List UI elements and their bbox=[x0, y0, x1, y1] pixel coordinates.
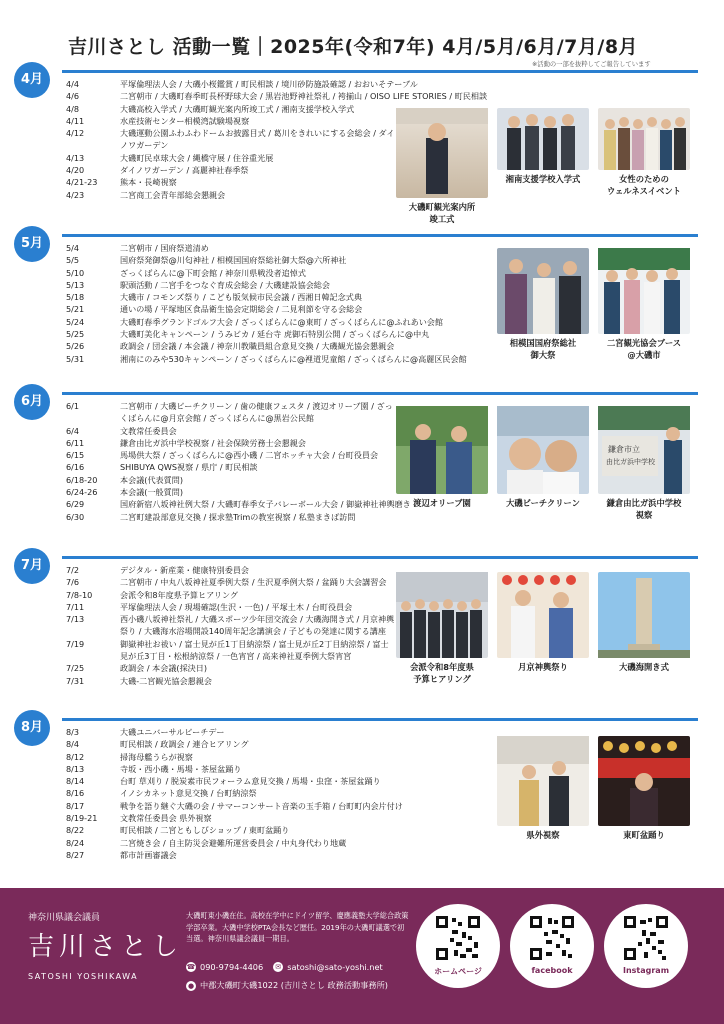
event-row bbox=[66, 78, 418, 90]
qr-code-icon bbox=[436, 916, 480, 960]
event-row bbox=[66, 340, 396, 352]
event-date: 7/13 bbox=[66, 614, 85, 625]
event-date: 4/23 bbox=[66, 189, 85, 200]
event-photo bbox=[598, 736, 690, 826]
event-text: 大磯ユニバーサルビーチデー bbox=[120, 727, 225, 737]
event-row bbox=[66, 638, 396, 663]
event-row bbox=[66, 763, 396, 775]
office-address: 中郡大磯町大磯1022 (吉川さとし 政務活動事務所) bbox=[200, 980, 388, 990]
event-text: 二宮町建設部意見交換 / 探求塾Trimの教室視察 / 私塾まきば訪問 bbox=[120, 511, 356, 522]
event-text: 二宮朝市 / 大磯ビーチクリーン / 歯の健康フェスタ / 渡辺オリーブ園 / ざっくばらんに@月京会館 / ざっくばらんに@黒岩公民館 bbox=[120, 401, 393, 424]
event-row bbox=[66, 498, 411, 510]
event-row bbox=[66, 824, 396, 836]
section-rule bbox=[62, 556, 698, 559]
photo-card bbox=[497, 736, 589, 841]
event-date: 4/21-23 bbox=[66, 177, 98, 188]
event-date: 6/11 bbox=[66, 437, 85, 448]
event-text: 寺坂・西小磯・馬場・茶屋盆踊り bbox=[120, 763, 242, 774]
event-date: 8/27 bbox=[66, 849, 85, 860]
event-row bbox=[66, 303, 396, 315]
event-row bbox=[66, 837, 396, 849]
event-row bbox=[66, 474, 396, 486]
event-text: 大磯町美化キャンペーン / うみビカ / 延台寺 虎御石特別公開 / ざっくばらんに@中丸 bbox=[120, 329, 430, 340]
member-role: 神奈川県議会議員 bbox=[28, 913, 101, 923]
instagram-label: Instagram bbox=[622, 966, 670, 975]
homepage-link[interactable] bbox=[416, 904, 500, 988]
event-row bbox=[66, 461, 396, 473]
event-photo bbox=[497, 108, 589, 170]
event-date: 4/8 bbox=[66, 103, 80, 114]
event-text: 通いの場 / 平塚地区食品衛生協会定期総会 / 二見利節を守る会総会 bbox=[120, 304, 363, 315]
photo-card bbox=[497, 248, 589, 361]
event-row bbox=[66, 601, 396, 613]
photo-caption: 湘南支援学校入学式 bbox=[505, 174, 581, 184]
event-text: 鎌倉由比ガ浜中学校視察 / 社会保険労務士会懇親会 bbox=[120, 437, 306, 448]
event-photo bbox=[598, 572, 690, 658]
event-row bbox=[66, 613, 396, 638]
event-date: 8/16 bbox=[66, 788, 85, 799]
event-row bbox=[66, 437, 396, 449]
event-row bbox=[66, 425, 396, 437]
event-row bbox=[66, 800, 403, 812]
event-row bbox=[66, 812, 396, 824]
event-row bbox=[66, 751, 396, 763]
event-text: SHIBUYA QWS視察 / 県庁 / 町民相談 bbox=[120, 462, 258, 473]
month-badge: 4月 bbox=[14, 62, 50, 98]
photo-caption: 大磯町観光案内所 竣工式 bbox=[408, 202, 476, 224]
section-june bbox=[0, 384, 724, 544]
event-text: 台町 草刈り / 脱炭素市民フォーラム意見交換 / 馬場・虫窪・茶屋盆踊り bbox=[120, 776, 381, 787]
event-row bbox=[66, 576, 396, 588]
event-row bbox=[66, 189, 396, 201]
month-badge: 5月 bbox=[14, 226, 50, 262]
event-text: 二宮朝市 / 大磯町春季町長杯野球大会 / 黒岩池野神社祭礼 / 袴揃山 / OISO LIFE STORIES / 町民相談 bbox=[120, 91, 488, 102]
event-date: 8/14 bbox=[66, 776, 85, 787]
event-row bbox=[66, 328, 430, 340]
event-date: 6/16 bbox=[66, 462, 85, 473]
event-date: 4/6 bbox=[66, 91, 80, 102]
photo-card bbox=[598, 572, 690, 673]
event-date: 4/20 bbox=[66, 165, 85, 176]
event-date: 7/6 bbox=[66, 577, 80, 588]
event-row bbox=[66, 738, 396, 750]
event-text: 会派令和8年度県予算ヒアリング bbox=[120, 589, 238, 600]
event-date: 8/3 bbox=[66, 727, 80, 737]
event-date: 6/29 bbox=[66, 499, 85, 510]
photo-card bbox=[396, 108, 488, 225]
event-text: 平塚倫理法人会 / 大磯小桜鑑賞 / 町民相談 / 境川砂防施設確認 / おおいそテーブル bbox=[120, 79, 418, 89]
event-row bbox=[66, 176, 396, 188]
event-row bbox=[66, 400, 396, 425]
event-text: 馬場供大祭 / ざっくばらんに@西小磯 / 二宮ホッチャ大会 / 台町役員会 bbox=[120, 450, 379, 461]
photo-caption: 大磯海開き式 bbox=[619, 662, 669, 672]
event-text: 本会議(代表質問) bbox=[120, 474, 183, 485]
event-text: 大磯運動公園ふわふわドームお披露目式 / 葛川をきれいにする会総会 / ダイノワガーデン bbox=[120, 128, 395, 151]
event-row bbox=[66, 316, 443, 328]
instagram-link[interactable] bbox=[604, 904, 688, 988]
section-april bbox=[0, 62, 724, 232]
event-row bbox=[66, 164, 396, 176]
photo-caption: 女性のための ウェルネスイベント bbox=[607, 174, 681, 196]
event-date: 5/26 bbox=[66, 341, 85, 352]
month-badge: 6月 bbox=[14, 384, 50, 420]
event-text: 国府新宿八坂神社例大祭 / 大磯町春季女子バレーボール大会 / 御嶽神社神輿磨き bbox=[120, 499, 411, 510]
event-date: 4/13 bbox=[66, 152, 85, 163]
photo-card bbox=[497, 406, 589, 509]
event-text: 掃海母艦うらが視察 bbox=[120, 751, 193, 762]
svg-text:鎌倉市立: 鎌倉市立 bbox=[608, 445, 640, 454]
page-note: ※活動の一部を抜粋してご報告しています bbox=[532, 61, 651, 68]
event-text: ダイノワガーデン / 高麗神社春季祭 bbox=[120, 165, 249, 176]
event-text: 平塚倫理法人会 / 現場確認(生沢・一色) / 平塚土木 / 台町役員会 bbox=[120, 601, 353, 612]
event-row bbox=[66, 127, 396, 152]
photo-card bbox=[396, 406, 488, 509]
event-row bbox=[66, 662, 396, 674]
event-row bbox=[66, 242, 396, 254]
event-row bbox=[66, 291, 396, 303]
event-date: 4/4 bbox=[66, 79, 80, 89]
qr-code-icon bbox=[530, 916, 574, 960]
event-row bbox=[66, 90, 488, 102]
event-text: イノシカネット意見交換 / 台町納涼祭 bbox=[120, 788, 257, 799]
event-row bbox=[66, 486, 396, 498]
event-date: 4/12 bbox=[66, 128, 85, 139]
event-date: 7/11 bbox=[66, 601, 85, 612]
event-date: 5/21 bbox=[66, 304, 85, 315]
event-row bbox=[66, 675, 396, 687]
location-pin-icon: ● bbox=[187, 981, 195, 990]
event-row bbox=[66, 279, 396, 291]
event-row bbox=[66, 103, 396, 115]
event-date: 5/10 bbox=[66, 267, 85, 278]
event-text: ざっくばらんに@下町会館 / 神奈川県戦没者追悼式 bbox=[120, 267, 306, 278]
event-date: 6/24-26 bbox=[66, 487, 98, 498]
address-line bbox=[186, 980, 388, 991]
event-text: 本会議(一般質問) bbox=[120, 487, 183, 498]
event-row bbox=[66, 449, 396, 461]
event-date: 7/25 bbox=[66, 663, 85, 674]
member-romaji: SATOSHI YOSHIKAWA bbox=[28, 972, 139, 981]
event-row bbox=[66, 115, 396, 127]
qr-code-icon bbox=[624, 916, 668, 960]
event-text: 町民相談 / 二宮ともしびショップ / 東町盆踊り bbox=[120, 825, 290, 836]
photo-caption: 鎌倉由比ガ浜中学校 視察 bbox=[606, 498, 682, 520]
event-text: 大磯市 / コモンズ祭り / こども版気候市民会議 / 西湘日韓記念式典 bbox=[120, 292, 362, 303]
photo-caption: 会派令和8年度県 予算ヒアリング bbox=[410, 662, 474, 684]
event-date: 8/13 bbox=[66, 763, 85, 774]
section-rule bbox=[62, 234, 698, 237]
event-text: 戦争を語り継ぐ大磯の会 / サマーコンサート音楽の玉手箱 / 台町町内会片付け bbox=[120, 800, 403, 811]
section-may bbox=[0, 226, 724, 386]
event-date: 5/13 bbox=[66, 279, 85, 290]
facebook-link[interactable] bbox=[510, 904, 594, 988]
event-text: 文教常任委員会 県外視察 bbox=[120, 813, 212, 824]
svg-text:由比ガ浜中学校: 由比ガ浜中学校 bbox=[606, 458, 655, 466]
event-date: 5/5 bbox=[66, 255, 80, 266]
event-date: 8/24 bbox=[66, 837, 85, 848]
event-date: 8/22 bbox=[66, 825, 85, 836]
facebook-label: facebook bbox=[531, 966, 573, 975]
photo-card bbox=[598, 736, 690, 841]
event-text: 二宮朝市 / 中丸八坂神社夏季例大祭 / 生沢夏季例大祭 / 盆踊り大会講習会 bbox=[120, 577, 387, 588]
section-july bbox=[0, 548, 724, 708]
mail-icon: ✉ bbox=[273, 962, 283, 972]
photo-caption: 東町盆踊り bbox=[623, 830, 665, 840]
photo-caption: 月京神輿祭り bbox=[518, 662, 568, 672]
event-text: 二宮焼き会 / 自主防災会避難所運営委員会 / 中丸身代わり地蔵 bbox=[120, 837, 347, 848]
event-row bbox=[66, 152, 396, 164]
event-list bbox=[66, 242, 467, 365]
event-text: 大磯町民卓球大会 / 縄橋守展 / 住谷重光展 bbox=[120, 152, 274, 163]
event-row bbox=[66, 353, 467, 365]
event-date: 5/31 bbox=[66, 353, 85, 364]
phone-number[interactable]: 090-9794-4406 bbox=[200, 962, 264, 972]
photo-card bbox=[396, 572, 488, 685]
event-photo bbox=[396, 572, 488, 658]
photo-caption: 大磯ビーチクリーン bbox=[506, 498, 580, 508]
event-text: 文教常任委員会 bbox=[120, 425, 177, 436]
photo-card bbox=[598, 406, 690, 521]
event-row bbox=[66, 775, 396, 787]
event-text: 都市計画審議会 bbox=[120, 849, 177, 860]
event-photo bbox=[598, 248, 690, 334]
event-photo bbox=[598, 406, 690, 494]
homepage-label: ホームページ bbox=[434, 967, 482, 976]
event-text: 二宮商工会青年部総会懇親会 bbox=[120, 189, 226, 200]
event-list bbox=[66, 726, 403, 861]
event-text: 大磯高校入学式 / 大磯町観光案内所竣工式 / 湘南支援学校入学式 bbox=[120, 103, 355, 114]
photo-card bbox=[598, 248, 690, 361]
month-badge: 8月 bbox=[14, 710, 50, 746]
event-date: 5/18 bbox=[66, 292, 85, 303]
event-date: 4/11 bbox=[66, 115, 85, 126]
event-text: デジタル・新産業・健康特別委員会 bbox=[120, 565, 250, 575]
event-text: 二宮朝市 / 国府祭道清め bbox=[120, 243, 209, 253]
event-text: 国府祭発御祭@川匂神社 / 相模国国府祭総社御大祭@六所神社 bbox=[120, 255, 347, 266]
photo-caption: 渡辺オリーブ園 bbox=[413, 498, 471, 508]
event-row bbox=[66, 564, 396, 576]
event-date: 7/31 bbox=[66, 675, 85, 686]
event-text: 御嶽神社お祓い / 富士見が丘1丁目納涼祭 / 富士見が丘2丁目納涼祭 / 富士見が丘3丁目・松根納涼祭 / 一色宵宮 / 高来神社夏季例大祭宵宮 bbox=[120, 638, 389, 662]
event-photo bbox=[497, 736, 589, 826]
section-rule bbox=[62, 70, 698, 73]
photo-caption: 二宮観光協会ブース @大磯市 bbox=[606, 338, 681, 360]
event-list bbox=[66, 564, 396, 687]
event-date: 7/19 bbox=[66, 638, 85, 649]
event-text: 湘南にのみや530キャンペーン / ざっくばらんに@裡道児童館 / ざっくばらんに@高麗区民会館 bbox=[120, 353, 467, 364]
event-text: 政調会 / 団会議 / 本会議 / 神奈川教職員組合意見交換 / 大磯観光協会懇親会 bbox=[120, 341, 395, 352]
event-row bbox=[66, 589, 396, 601]
event-photo bbox=[396, 406, 488, 494]
event-date: 6/15 bbox=[66, 450, 85, 461]
photo-card bbox=[497, 108, 589, 185]
event-text: 駅頭活動 / 二宮手をつなぐ育成会総会 / 大磯建設協会総会 bbox=[120, 279, 330, 290]
event-row bbox=[66, 267, 396, 279]
month-badge: 7月 bbox=[14, 548, 50, 584]
photo-card bbox=[497, 572, 589, 673]
photo-caption: 相模国国府祭総社 御大祭 bbox=[509, 338, 577, 360]
event-text: 水産技術センター相模湾試験場視察 bbox=[120, 115, 250, 126]
email-address[interactable]: satoshi@sato-yoshi.net bbox=[287, 962, 383, 972]
event-date: 8/19-21 bbox=[66, 813, 98, 824]
photo-card bbox=[598, 108, 690, 197]
event-text: 町民相談 / 政調会 / 連合ヒアリング bbox=[120, 739, 249, 750]
event-date: 6/18-20 bbox=[66, 474, 98, 485]
event-date: 7/8-10 bbox=[66, 589, 93, 600]
event-text: 西小磯八坂神社祭礼 / 大磯スポーツ少年団交流会 / 大磯海開き式 / 月京神輿祭り / 大磯海水浴場開設140周年記念講演会 / 子どもの発達に関する講座 bbox=[120, 614, 395, 637]
event-row bbox=[66, 726, 396, 738]
event-date: 8/12 bbox=[66, 751, 85, 762]
event-text: 大磯-二宮観光協会懇親会 bbox=[120, 675, 212, 686]
section-august bbox=[0, 710, 724, 886]
event-photo bbox=[497, 248, 589, 334]
event-photo bbox=[497, 406, 589, 494]
event-text: 熊本・長崎視察 bbox=[120, 177, 177, 188]
event-list bbox=[66, 78, 488, 201]
event-row bbox=[66, 787, 396, 799]
event-date: 8/17 bbox=[66, 800, 85, 811]
page-title: 吉川さとし 活動一覧｜2025年(令和7年) 4月/5月/6月/7月/8月 bbox=[68, 36, 639, 58]
event-list bbox=[66, 400, 411, 523]
event-row bbox=[66, 254, 396, 266]
photo-caption: 県外視察 bbox=[526, 830, 560, 840]
event-photo bbox=[497, 572, 589, 658]
event-date: 5/4 bbox=[66, 243, 80, 253]
member-bio: 大磯町東小磯在住。高校在学中にドイツ留学、慶應義塾大学総合政策学部卒業。大磯中学校PTA会長など歴任。2019年の大磯町議選で初当選。神奈川県議会議員一期目。 bbox=[186, 911, 409, 943]
event-row bbox=[66, 511, 396, 523]
event-photo bbox=[598, 108, 690, 170]
event-date: 6/1 bbox=[66, 401, 80, 411]
event-date: 5/25 bbox=[66, 329, 85, 340]
event-date: 8/4 bbox=[66, 739, 80, 750]
event-date: 5/24 bbox=[66, 316, 85, 327]
section-rule bbox=[62, 718, 698, 721]
event-row bbox=[66, 849, 396, 861]
event-date: 6/4 bbox=[66, 425, 80, 436]
member-name: 吉川さとし bbox=[28, 932, 184, 962]
profile-footer bbox=[0, 888, 724, 1024]
phone-line bbox=[186, 962, 383, 972]
section-rule bbox=[62, 392, 698, 395]
phone-icon: ☎ bbox=[186, 963, 196, 971]
event-date: 7/2 bbox=[66, 565, 80, 575]
event-date: 6/30 bbox=[66, 511, 85, 522]
event-text: 大磯町春季グランドゴルフ大会 / ざっくばらんに@東町 / ざっくばらんに@ふれあい会館 bbox=[120, 316, 443, 327]
event-text: 政調会 / 本会議(採決日) bbox=[120, 663, 208, 674]
event-photo bbox=[396, 108, 488, 198]
